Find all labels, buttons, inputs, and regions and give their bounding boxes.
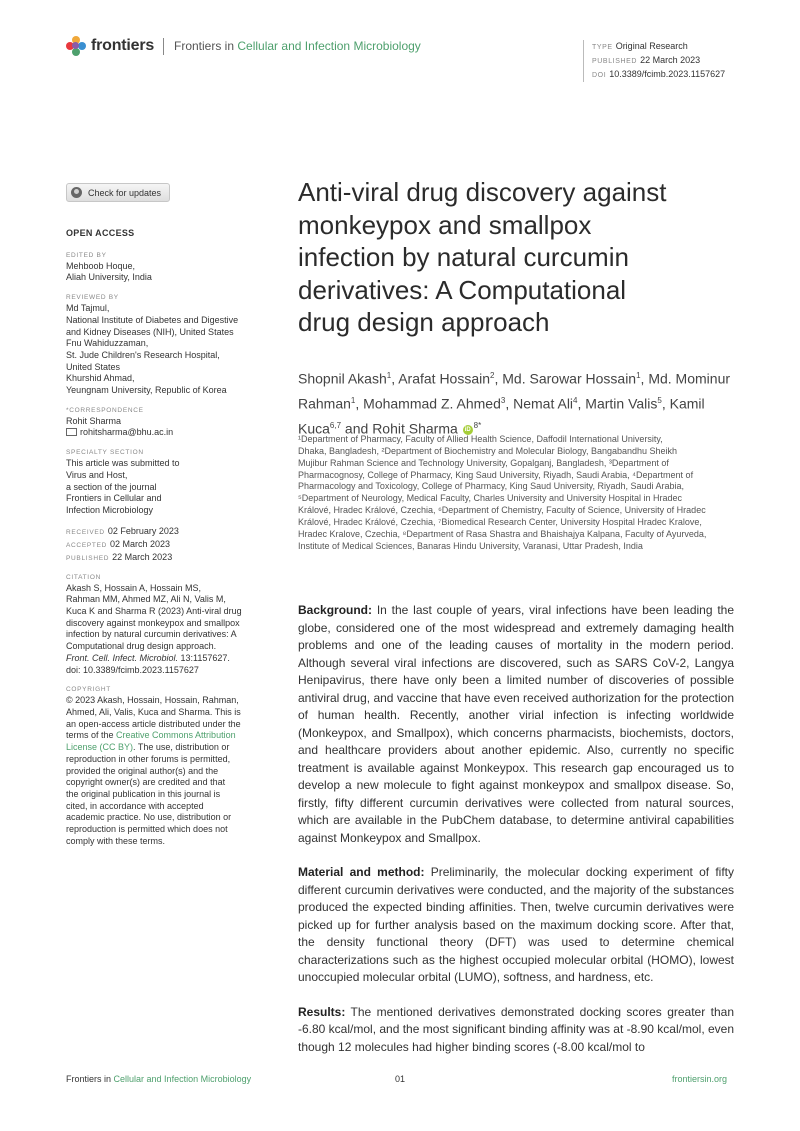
copyright-label: COPYRIGHT (66, 686, 111, 694)
meta-doi-value[interactable]: 10.3389/fcimb.2023.1157627 (609, 69, 726, 79)
update-icon (71, 187, 82, 198)
meta-published (592, 54, 725, 68)
copyright-line-5 (66, 742, 256, 754)
abstract-heading: Material and method: (298, 865, 425, 879)
meta-published-label: PUBLISHED (592, 58, 638, 65)
reviewer-line: United States (66, 361, 121, 372)
affiliation-line: Institute of Medical Sciences, Banaras Hindu University, Varanasi, Uttar Pradesh, India (298, 540, 643, 551)
logo-text: frontiers (91, 37, 155, 54)
author-affiliation-number: 5 (657, 396, 662, 406)
author-affiliation-number: 1 (350, 396, 356, 406)
author-affiliation-number: 4 (573, 396, 578, 406)
logo-dot (72, 48, 80, 56)
correspondence-block (66, 405, 256, 439)
header-divider (163, 38, 164, 55)
correspondence-name: Rohit Sharma (66, 415, 122, 426)
author-affiliation-number: 6,7 (329, 421, 342, 431)
correspondence-email[interactable]: rohitsharma@bhu.ac.in (80, 427, 174, 438)
citation-line: Rahman MM, Ahmed MZ, Ali N, Valis M, (66, 594, 226, 605)
author-affiliation-number: 8* (473, 421, 482, 431)
copyright-line: reproduction in other forums is permitted, (66, 753, 231, 764)
meta-type-label: TYPE (592, 44, 613, 51)
journal-header (174, 39, 421, 53)
reviewer-line: and Kidney Diseases (NIH), United States (66, 326, 234, 337)
author-separator: , (505, 395, 514, 412)
article-title (298, 176, 738, 339)
date-row (66, 525, 256, 538)
reviewer-line: Yeungnam University, Republic of Korea (66, 385, 227, 396)
date-value: 02 February 2023 (107, 525, 179, 536)
author-separator: , (661, 395, 670, 412)
abstract-text: In the last couple of years, viral infections have been leading the globe, considered one of the most widespread and extremely damaging health problems and one of the leading causes of mortality in the modern period. Although several viral infections are discovered, such as SARS CoV-2, Langya Henipavirus, there have only been a limited number of discoveries of possible antiviral drug, and vaccine that have even received authorization for the protection of human health. Recently, another virial infection is infecting worldwide (Monkeypox, and Smallpox), which concerns pharmacists, biochemists, doctors, and healthcare providers about another epidemic. Also, currently no specific treatment is available against Monkeypox. This research gap encouraged us to develop a new molecule to fight against monkeypox and smallpox disease. So, firstly, fifty different curcumin derivatives were collected from natural sources, which are available in the PubChem database, to determine antiviral capabilities against Monkeypox and Smallpox. (298, 603, 734, 845)
reviewer-line: Khurshid Ahmad, (66, 373, 135, 384)
title-line: derivatives: A Computational (298, 274, 627, 305)
author-affiliation-number: 1 (386, 371, 392, 380)
date-label: PUBLISHED (66, 554, 110, 562)
affiliation-line: Pharmacology and Toxicology, College of Pharmacy, King Saud University, Riyadh, Saudi Arabia, (298, 481, 685, 492)
citation-doi[interactable]: doi: 10.3389/fcimb.2023.1157627 (66, 664, 199, 675)
meta-type-value: Original Research (615, 41, 688, 51)
copyright-line: comply with these terms. (66, 835, 166, 846)
title-line: monkeypox and smallpox (298, 209, 592, 240)
affiliation-line: Hradec Kralove, Czechia, ⁸Department of Rasa Shastra and Bhaishajya Kalpana, Faculty of Ayurveda, (298, 528, 707, 539)
article-meta (583, 40, 725, 82)
orcid-icon[interactable]: iD (464, 427, 471, 434)
specialty-line: Virus and Host, (66, 469, 128, 480)
specialty-label: SPECIALTY SECTION (66, 449, 144, 457)
reviewer-line: National Institute of Diabetes and Digestive (66, 314, 239, 325)
author-list (298, 365, 738, 440)
frontiers-logo-icon (66, 36, 86, 56)
affiliation-line: Králové, Hradec Králové, Czechia, ⁶Department of Chemistry, Faculty of Science, University of Hradec (298, 505, 706, 516)
copyright-line-4 (66, 730, 256, 742)
author-separator: , (577, 395, 586, 412)
title-line: infection by natural curcumin (298, 242, 629, 272)
footer-site-link[interactable]: frontiersin.org (672, 1074, 728, 1084)
date-value: 02 March 2023 (110, 538, 171, 549)
frontiers-logo[interactable] (66, 36, 154, 56)
reviewed-by-lines (66, 303, 256, 397)
citation-line: Akash S, Hossain A, Hossain MS, (66, 582, 202, 593)
affiliation-line: Dhaka, Bangladesh, ²Department of Biochemistry and Molecular Biology, Bangabandhu Sheikh (298, 445, 678, 456)
specialty-line: Infection Microbiology (66, 504, 154, 515)
journal-prefix: Frontiers in (174, 39, 235, 53)
affiliation-line: Pharmacognosy, College of Pharmacy, King Saud University, Riyadh, Saudi Arabia, ⁴Department of (298, 469, 694, 480)
check-updates-label: Check for updates (88, 187, 162, 198)
title-line: drug design approach (298, 307, 550, 337)
copyright-line: the original publication in this journal is (66, 788, 221, 799)
cc-license-link-1[interactable]: Creative Commons Attribution (116, 730, 236, 741)
abstract (298, 602, 734, 1073)
copyright-line: provided the original author(s) and the (66, 765, 219, 776)
journal-name: Cellular and Infection Microbiology (237, 39, 421, 53)
copyright-line: academic practice. No use, distribution or (66, 812, 232, 823)
correspondence-label: *CORRESPONDENCE (66, 406, 144, 414)
affiliation-line: Králové, Hradec Králové, Czechia, ⁷Biomedical Research Center, University Hospital Hradec Kralove, (298, 516, 702, 527)
author-name[interactable]: Kamil Kuca (298, 395, 705, 437)
copyright-line: copyright owner(s) are credited and that (66, 777, 226, 788)
specialty-line: This article was submitted to (66, 458, 180, 469)
author-separator: , (355, 395, 364, 412)
citation-line: infection by natural curcumin derivatives: A (66, 629, 237, 640)
edited-by-label: EDITED BY (66, 251, 107, 259)
copyright-line-4-prefix: terms of the (66, 730, 117, 741)
editor-line: Mehboob Hoque, (66, 260, 136, 271)
citation-line: Computational drug design approach. (66, 641, 217, 652)
copyright-block (66, 684, 256, 847)
footer-prefix: Frontiers in (66, 1074, 112, 1084)
author-name[interactable]: Md. Sarowar Hossain (502, 370, 637, 387)
specialty-line: a section of the journal (66, 481, 157, 492)
dates-block (66, 525, 256, 564)
author-name[interactable]: Md. Mominur Rahman (298, 370, 731, 412)
citation-line: Kuca K and Sharma R (2023) Anti-viral drug (66, 606, 242, 617)
author-affiliation-number: 1 (636, 371, 641, 380)
affiliations (298, 434, 738, 552)
meta-doi (592, 68, 725, 82)
logo-dot (72, 42, 79, 49)
citation-volume: 13:1157627. (178, 652, 230, 663)
copyright-line-3: an open-access article distributed under the (66, 718, 241, 729)
abstract-heading: Background: (298, 603, 373, 617)
copyright-line-1: © 2023 Akash, Hossain, Hossain, Rahman, (66, 695, 239, 706)
author-separator: , (494, 370, 503, 387)
citation-lines (66, 583, 256, 653)
specialty-block (66, 447, 256, 517)
reviewed-by-block (66, 292, 256, 397)
sidebar (66, 228, 256, 855)
meta-published-value: 22 March 2023 (640, 55, 701, 65)
author-name[interactable]: Arafat Hossain (398, 370, 491, 387)
date-row (66, 551, 256, 564)
open-access-label: OPEN ACCESS (66, 228, 135, 238)
edited-by-block (66, 250, 256, 284)
author-name[interactable]: Rohit Sharma (372, 420, 458, 437)
cc-license-link-2[interactable]: License (CC BY) (66, 742, 134, 753)
specialty-lines (66, 458, 256, 517)
author-affiliation-number: 2 (490, 371, 495, 380)
author-separator: and (341, 420, 373, 437)
copyright-line: cited, in accordance with accepted (66, 800, 204, 811)
abstract-paragraph (298, 864, 734, 987)
meta-doi-label: DOI (592, 72, 607, 79)
abstract-text: The mentioned derivatives demonstrated docking scores greater than -6.80 kcal/mol, and the most significant binding affinity was at -8.90 kcal/mol, even though 12 molecules had higher binding scores (-8.00 kcal/mol to (298, 1004, 735, 1054)
author-name[interactable]: Mohammad Z. Ahmed (363, 395, 501, 412)
author-separator: , (391, 370, 399, 387)
citation-block (66, 572, 256, 677)
date-label: RECEIVED (66, 528, 105, 536)
citation-journal: Front. Cell. Infect. Microbiol. (66, 652, 179, 663)
footer-journal-name: Cellular and Infection Microbiology (113, 1074, 252, 1084)
affiliation-line: Mujibur Rahman Science and Technology University, Gopalganj, Bangladesh, ³Department of (298, 457, 669, 468)
citation-journal-line (66, 653, 256, 665)
author-name[interactable]: Shopnil Akash (298, 370, 387, 387)
copyright-line-5-suffix: . The use, distribution or (133, 742, 230, 753)
affiliation-line: ⁵Department of Neurology, Medical Faculty, Charles University and University Hospital in Hradec (298, 493, 683, 504)
meta-type (592, 40, 725, 54)
reviewer-line: Fnu Wahiduzzaman, (66, 338, 149, 349)
affiliation-line: ¹Department of Pharmacy, Faculty of Allied Health Science, Daffodil International University, (298, 434, 663, 444)
citation-line: discovery against monkeypox and smallpox (66, 617, 240, 628)
abstract-paragraph (298, 602, 734, 847)
correspondence-email-row (66, 427, 256, 439)
copyright-line-2: Ahmed, Ali, Valis, Kuca and Sharma. This is (66, 706, 241, 717)
author-name[interactable]: Nemat Ali (513, 395, 574, 412)
author-affiliation-number: 3 (500, 396, 506, 406)
edited-by-lines (66, 261, 256, 284)
copyright-line: reproduction is permitted which does not (66, 824, 228, 835)
abstract-paragraph (298, 1004, 734, 1057)
page-number: 01 (395, 1074, 406, 1084)
date-label: ACCEPTED (66, 541, 107, 549)
reviewer-line: St. Jude Children's Research Hospital, (66, 349, 220, 360)
title-line: Anti-viral drug discovery against (298, 177, 667, 207)
reviewed-by-label: REVIEWED BY (66, 294, 119, 302)
date-row (66, 538, 256, 551)
reviewer-line: Md Tajmul, (66, 303, 110, 314)
copyright-rest-lines (66, 754, 256, 848)
date-value: 22 March 2023 (112, 551, 173, 562)
author-name[interactable]: Martin Valis (585, 395, 658, 412)
editor-line: Aliah University, India (66, 272, 152, 283)
check-updates-button[interactable] (66, 183, 170, 202)
footer-journal[interactable] (66, 1074, 251, 1084)
citation-label: CITATION (66, 573, 101, 581)
specialty-line: Frontiers in Cellular and (66, 493, 162, 504)
abstract-text: Preliminarily, the molecular docking experiment of fifty different curcumin derivatives were conducted, and the majority of the substances produced the expected binding affinities. Then, twelve curcumin derivatives were picked up for further analysis based on the maximum docking score. After that, the density functional theory (DFT) was used to determine chemical characterizations such as the highest occupied molecular orbital (HOMO), lowest unoccupied molecular orbital (LUMO), softness, and hardness, etc. (298, 865, 734, 984)
author-separator: , (640, 370, 649, 387)
mail-icon (66, 428, 77, 436)
abstract-heading: Results: (298, 1004, 346, 1019)
